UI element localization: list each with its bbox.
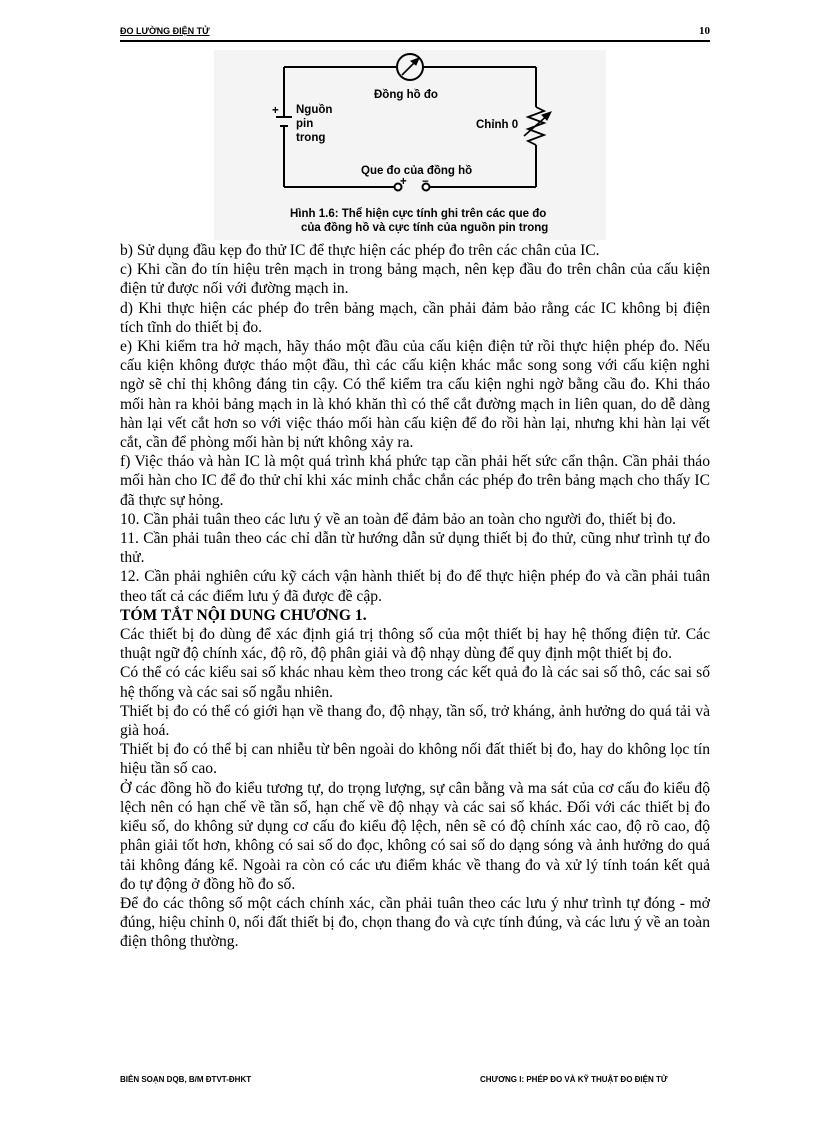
summary-paragraph: Có thể có các kiểu sai số khác nhau kèm theo trong các kết quả đo là các sai số thô, các sai số hệ thống và các sai số ngẫu nhiên. <box>120 664 710 701</box>
footer-left: BIÊN SOẠN DQB, B/M ĐTVT-ĐHKT <box>120 1075 252 1084</box>
summary-paragraph: Thiết bị đo có thể có giới hạn về thang đo, độ nhạy, tần số, trở kháng, ảnh hưởng do quá tải và già hoá. <box>120 702 710 740</box>
summary-heading: TÓM TẮT NỘI DUNG CHƯƠNG 1. <box>120 606 367 624</box>
footer-right: CHƯƠNG I: PHÉP ĐO VÀ KỸ THUẬT ĐO ĐIỆN TỬ <box>480 1075 668 1084</box>
battery-label-line2: pin <box>296 118 314 130</box>
figure-caption-line2: của đồng hồ và cực tính của nguồn pin trong <box>301 222 549 234</box>
probe-plus-sign: + <box>400 176 407 188</box>
paragraph-c: c) Khi cần đo tín hiệu trên mạch in trong bảng mạch, nên kẹp đầu đo trên chân của cấu kiện điện tử được nối với đường mạch in. <box>120 261 710 298</box>
summary-paragraph: Ở các đồng hồ đo kiểu tương tự, do trọng lượng, sự cân bằng và ma sát của cơ cấu đo kiểu độ lệch nên có hạn chế về tần số, hạn chế về độ nhạy và các sai số khác. Đối với các thiết bị đo kiểu số, do không sử dụng cơ cấu đo kiểu độ lệch, nên sẽ có độ chính xác cao, độ rõ cao, độ phân giải tốt hơn, không có sai số do đọc, không có sai số do dạng sóng và ảnh hưởng do quá tải không đáng kể. Ngoài ra còn có các ưu điểm khác về thang đo và xử lý tính toán kết quả đo tự động ở đồng hồ đo số. <box>120 779 710 893</box>
summary-paragraph: Để đo các thông số một cách chính xác, cần phải tuân theo các lưu ý như trình tự đóng - mở đúng, hiệu chỉnh 0, nối đất thiết bị đo, chọn thang đo và cực tính đúng, và các lưu ý về an toàn điện thông thường. <box>120 894 710 951</box>
battery-plus-sign: + <box>272 105 279 117</box>
circuit-figure <box>214 50 606 240</box>
meter-label: Đồng hồ đo <box>374 89 438 101</box>
paragraph-10: 10. Cần phải tuân theo các lưu ý về an toàn để đảm bảo an toàn cho người đo, thiết bị đo. <box>120 510 677 528</box>
body-text <box>120 241 710 952</box>
header-title: ĐO LƯỜNG ĐIỆN TỬ <box>120 26 210 36</box>
summary-paragraph: Các thiết bị đo dùng để xác định giá trị thông số của một thiết bị hay hệ thống điện tử. Các thuật ngữ độ chính xác, độ rõ, độ phân giải và độ nhạy dùng để quy định một thiết bị đo. <box>120 626 710 663</box>
paragraph-d: d) Khi thực hiện các phép đo trên bảng mạch, cần phải đảm bảo rằng các IC không bị điện tích tĩnh do thiết bị đo. <box>120 299 710 336</box>
probe-label: Que đo của đồng hồ <box>361 165 473 177</box>
page-number: 10 <box>699 25 710 37</box>
battery-label-line3: trong <box>296 132 326 144</box>
paragraph-f: f) Việc tháo và hàn IC là một quá trình khá phức tạp cần phải hết sức cẩn thận. Cần phải tháo mối hàn cho IC để đo thử chỉ khi xác minh chắc chắn các phép đo trên bảng mạch cho thấy IC đã thực sự hỏng. <box>120 453 710 509</box>
figure-caption-line1: Hình 1.6: Thể hiện cực tính ghi trên các que đo <box>290 208 547 220</box>
paragraph-e: e) Khi kiểm tra hở mạch, hãy tháo một đầu của cấu kiện điện tử rồi thực hiện phép đo. Nếu cấu kiện không được tháo một đầu, thì các cấu kiện khác mắc song song với cấu kiện nghi ngờ sẽ chỉ thị không đáng tin cậy. Có thể kiểm tra cấu kiện nghi ngờ bằng cầu đo. Khi tháo mối hàn ra khỏi bảng mạch in là khó khăn thì có thể cắt đường mạch in liên quan, do dễ dàng hàn lại vết cắt hơn so với việc tháo mối hàn cấu kiện để đo rồi hàn lại, nhưng khi hàn lại vết cắt, cần để phòng mối hàn bị nứt không xảy ra. <box>120 338 710 452</box>
paragraph-12: 12. Cần phải nghiên cứu kỹ cách vận hành thiết bị đo để thực hiện phép đo và cần phải tuân theo tất cả các điểm lưu ý đã được đề cập. <box>120 568 710 605</box>
paragraph-b: b) Sử dụng đầu kẹp đo thử IC để thực hiện các phép đo trên các chân của IC. <box>120 242 600 259</box>
summary-paragraph: Thiết bị đo có thể bị can nhiễu từ bên ngoài do không nối đất thiết bị đo, hay do không lọc tín hiệu tần số cao. <box>120 741 710 778</box>
paragraph-11: 11. Cần phải tuân theo các chỉ dẫn từ hướng dẫn sử dụng thiết bị đo thử, cũng như trình tự đo thử. <box>120 530 710 567</box>
zero-adjust-label: Chỉnh 0 <box>476 119 519 131</box>
probe-minus-sign: − <box>422 176 429 188</box>
battery-label-line1: Nguồn <box>296 104 333 116</box>
page-header <box>120 26 710 42</box>
